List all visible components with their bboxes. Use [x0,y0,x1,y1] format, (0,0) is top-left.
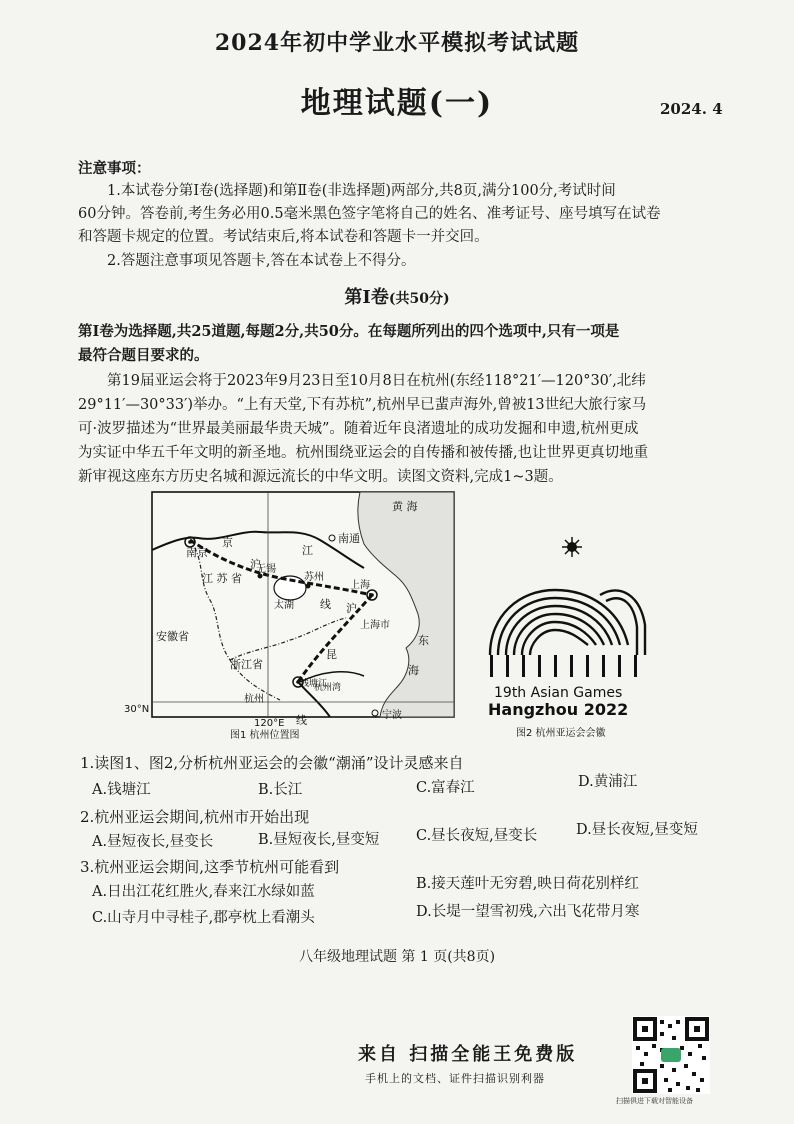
exam-title: 2024年初中学业水平模拟考试试题 [214,30,580,56]
label-jiang: 江 [302,544,313,557]
passage-line1: 第19届亚运会将于2023年9月23日至10月8日在杭州(东经118°21′—120°30′,北纬 [107,373,646,389]
asian-games-emblem [480,535,660,740]
road-stripes-icon [490,655,637,677]
emblem-line2: Hangzhou 2022 [488,700,629,719]
emblem-line1: 19th Asian Games [494,685,623,701]
section-title [0,283,794,309]
subject-title: 地理试题(一) [300,86,494,121]
passage-line5: 新审视这座东方历史名城和源远流长的中华文明。读图文资料,完成1~3题。 [78,469,563,485]
passage-line2: 29°11′—30°33′)举办。“上有天堂,下有苏杭”,杭州早已蜚声海外,曾被13世纪大旅行家马 [78,397,647,413]
label-dong: 东 [418,634,429,647]
label-jiangsu: 江 苏 省 [202,572,242,585]
qr-caption: 扫描俱进下载对智能设备 [616,1097,693,1105]
label-wuxi: 无锡 [256,564,276,575]
question-2-option-c: C.昼长夜短,昼变长 [416,828,538,844]
tide-waves-icon [490,590,645,655]
label-taihu: 太湖 [274,600,294,611]
label-anhui: 安徽省 [156,630,189,643]
label-huanghai: 黄 海 [392,500,418,513]
emblem-caption: 图2 杭州亚运会会徽 [516,728,606,739]
label-xian2: 线 [296,714,307,727]
suzhou-marker [306,584,311,589]
question-1-option-c: C.富春江 [416,780,475,796]
question-1-option-b: B.长江 [258,782,303,798]
map-caption: 图1 杭州位置图 [230,730,300,741]
label-hangzhouwan: 杭州湾 [314,683,342,693]
label-hangzhou: 杭州 [244,694,264,705]
notice-item1-line1: 1.本试卷分第Ⅰ卷(选择题)和第Ⅱ卷(非选择题)两部分,共8页,满分100分,考试时间 [107,183,616,199]
question-3-option-c: C.山寺月中寻桂子,郡亭枕上看潮头 [92,910,315,926]
section-score: (共50分) [388,291,450,307]
notice-heading: 注意事项： [78,160,151,177]
scanner-watermark-title: 来自 扫描全能王免费版 [358,1044,578,1065]
page-footer: 八年级地理试题 第 1 页(共8页) [298,949,496,965]
section-instruction-line1: 第Ⅰ卷为选择题,共25道题,每题2分,共50分。在每题所列出的四个选项中,只有一项是 [78,323,620,340]
notice-item2: 2.答题注意事项见答题卡,答在本试卷上不得分。 [107,253,416,269]
sun-icon [562,537,582,557]
question-2-option-d: D.昼长夜短,昼变短 [576,822,698,838]
question-1-option-d: D.黄浦江 [578,774,638,790]
question-3-option-d: D.长堤一望雪初残,六出飞花带月寒 [416,904,640,920]
label-xian: 线 [320,598,331,611]
question-2-option-a: A.昼短夜长,昼变长 [92,834,214,850]
label-jing: 京 [222,536,233,549]
label-suzhou: 苏州 [304,572,324,583]
notice-item1-line2: 60分钟。答卷前,考生务必用0.5毫米黑色签字笔将自己的姓名、准考证号、座号填写在试卷 [78,206,661,222]
question-3-stem: 3.杭州亚运会期间,这季节杭州可能看到 [80,858,340,876]
label-zhejiang: 浙江省 [230,658,263,671]
label-hai: 海 [408,664,419,677]
question-2-option-b: B.昼短夜长,昼变短 [258,832,380,848]
question-2-stem: 2.杭州亚运会期间,杭州市开始出现 [80,808,310,826]
label-hu2: 沪 [346,602,357,615]
notice-item1-line3: 和答题卡规定的位置。考试结束后,将本试卷和答题卡一并交回。 [78,229,489,245]
section-title-text: 第Ⅰ卷 [344,287,389,308]
passage-line4: 为实证中华五千年文明的新圣地。杭州围绕亚运会的自传播和被传播,也让世界更真切地重 [78,445,649,461]
scanner-watermark-subtitle: 手机上的文档、证件扫描识别利器 [365,1072,545,1085]
label-kun: 昆 [326,648,337,661]
label-nanjing: 南京 [186,546,208,559]
label-hu1: 沪 [250,558,261,571]
shanghai-marker-dot [370,593,374,597]
question-3-option-a: A.日出江花红胜火,春来江水绿如蓝 [92,884,315,900]
qr-center-badge [661,1048,681,1062]
question-1-option-a: A.钱塘江 [92,782,151,798]
label-qiantang: 钱塘江 [300,679,328,689]
question-3-option-b: B.接天莲叶无穷碧,映日荷花别样红 [416,876,639,892]
section-instruction-line2: 最符合题目要求的。 [78,347,209,364]
label-ningbo: 宁波 [382,710,402,721]
exam-date: 2024. 4 [660,100,723,118]
label-lat: 30°N [124,704,150,715]
hangzhou-location-map [124,490,470,741]
passage-line3: 可·波罗描述为“世界最美丽最华贵天城”。随着近年良渚遗址的成功发掘和申遗,杭州更成 [78,421,639,437]
label-shanghaishi: 上海市 [360,620,390,631]
nanjing-marker-dot [188,540,192,544]
label-lon: 120°E [254,718,285,729]
qr-code-icon[interactable] [632,1016,710,1094]
label-nantong: 南通 [338,532,360,545]
question-1-stem: 1.读图1、图2,分析杭州亚运会的会徽“潮涌”设计灵感来自 [80,754,464,772]
label-shanghai: 上海 [350,580,370,591]
